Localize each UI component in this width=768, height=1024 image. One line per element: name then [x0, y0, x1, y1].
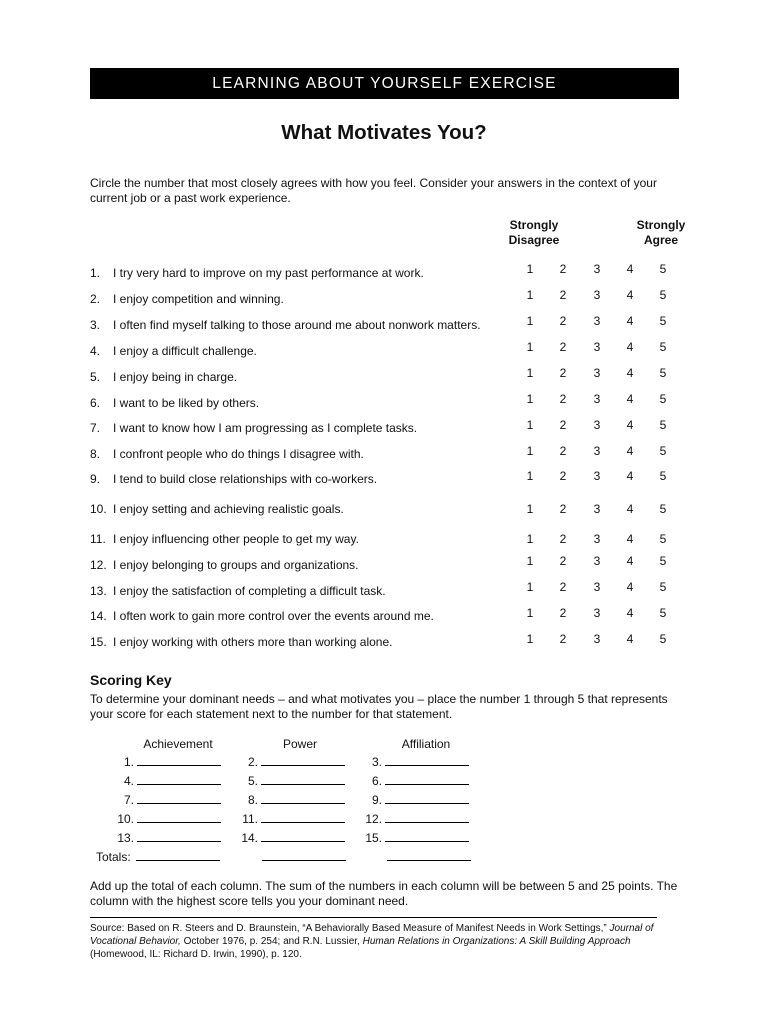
scale-right-label: Strongly Agree — [636, 218, 686, 247]
score-blank[interactable] — [261, 774, 345, 785]
rating-option[interactable]: 4 — [626, 444, 634, 458]
question-text: I often find myself talking to those around me about nonwork matters. — [113, 318, 481, 332]
score-item-number: 10. — [117, 812, 134, 826]
rating-option[interactable]: 1 — [526, 580, 534, 594]
question-row — [90, 444, 690, 463]
rating-option[interactable]: 2 — [559, 314, 567, 328]
rating-option[interactable]: 4 — [626, 469, 634, 483]
score-entry — [96, 831, 221, 845]
question-row — [90, 554, 690, 574]
question-row — [90, 366, 690, 386]
rating-option[interactable]: 1 — [526, 632, 534, 646]
rating-option[interactable]: 3 — [593, 632, 601, 646]
exercise-banner: LEARNING ABOUT YOURSELF EXERCISE — [90, 68, 679, 99]
score-item-number: 11. — [242, 812, 258, 826]
total-blank-achievement[interactable] — [136, 850, 220, 864]
question-text: I enjoy competition and winning. — [113, 292, 284, 306]
totals-label: Totals: — [96, 850, 131, 864]
question-text: I want to know how I am progressing as I complete tasks. — [113, 421, 418, 435]
question-number: 5. — [90, 370, 101, 384]
rating-option[interactable]: 3 — [593, 469, 601, 483]
rating-option[interactable]: 3 — [593, 532, 601, 546]
rating-option[interactable]: 4 — [626, 632, 634, 646]
score-item-number: 13. — [117, 831, 134, 845]
rating-option[interactable]: 5 — [659, 580, 667, 594]
rating-option[interactable]: 5 — [659, 288, 667, 302]
score-blank[interactable] — [385, 755, 469, 766]
rating-option[interactable]: 4 — [626, 580, 634, 594]
rating-option[interactable]: 2 — [559, 469, 567, 483]
rating-option[interactable]: 4 — [626, 288, 634, 302]
rating-option[interactable]: 5 — [659, 469, 667, 483]
rating-option[interactable]: 2 — [559, 580, 567, 594]
rating-option[interactable]: 5 — [659, 262, 667, 276]
rating-option[interactable]: 4 — [626, 340, 634, 354]
score-entry — [96, 812, 221, 826]
question-number: 1. — [90, 266, 101, 280]
score-blank[interactable] — [137, 831, 221, 842]
scale-left-label: Strongly Disagree — [508, 218, 560, 247]
score-blank[interactable] — [137, 812, 221, 823]
rating-option[interactable]: 4 — [626, 262, 634, 276]
question-number: 10. — [90, 502, 107, 516]
rating-option[interactable]: 5 — [659, 314, 667, 328]
question-row — [90, 340, 690, 360]
question-text: I enjoy influencing other people to get my way. — [113, 532, 359, 546]
score-entry — [344, 831, 469, 845]
score-entry — [344, 812, 469, 826]
question-text: I enjoy working with others more than working alone. — [113, 635, 393, 649]
rating-option[interactable]: 2 — [559, 366, 567, 380]
score-entry — [220, 774, 345, 788]
rating-option[interactable]: 4 — [626, 366, 634, 380]
question-text: I try very hard to improve on my past performance at work. — [113, 266, 424, 280]
score-entry — [220, 755, 345, 769]
rating-option[interactable]: 2 — [559, 288, 567, 302]
rating-option[interactable]: 1 — [526, 418, 534, 432]
score-blank[interactable] — [385, 812, 469, 823]
question-text: I enjoy being in charge. — [113, 370, 238, 384]
column-header-power: Power — [282, 737, 317, 751]
rating-option[interactable]: 3 — [593, 288, 601, 302]
score-entry — [96, 755, 221, 769]
rating-option[interactable]: 4 — [626, 532, 634, 546]
rating-option[interactable]: 1 — [526, 340, 534, 354]
score-item-number: 9. — [371, 793, 382, 807]
question-number: 3. — [90, 318, 101, 332]
question-text: I confront people who do things I disagree with. — [113, 447, 364, 461]
rating-option[interactable]: 5 — [659, 340, 667, 354]
rating-option[interactable]: 2 — [559, 444, 567, 458]
rating-option[interactable]: 5 — [659, 392, 667, 406]
score-entry — [220, 812, 345, 826]
question-text: I enjoy belonging to groups and organizations. — [113, 558, 359, 572]
rating-option[interactable]: 5 — [659, 632, 667, 646]
rating-option[interactable]: 1 — [526, 392, 534, 406]
rating-option[interactable]: 5 — [659, 532, 667, 546]
rating-option[interactable]: 4 — [626, 418, 634, 432]
rating-option[interactable]: 1 — [526, 288, 534, 302]
score-blank[interactable] — [261, 831, 345, 842]
score-blank[interactable] — [261, 793, 345, 804]
rating-option[interactable]: 5 — [659, 418, 667, 432]
rating-option[interactable]: 4 — [626, 606, 634, 620]
rating-option[interactable]: 3 — [593, 606, 601, 620]
question-number: 9. — [90, 472, 101, 486]
score-blank[interactable] — [137, 793, 221, 804]
rating-option[interactable]: 2 — [559, 554, 567, 568]
question-row — [90, 632, 690, 651]
rating-option[interactable]: 5 — [659, 502, 667, 516]
score-item-number: 1. — [123, 755, 134, 769]
rating-option[interactable]: 2 — [559, 340, 567, 354]
rating-option[interactable]: 2 — [559, 392, 567, 406]
rating-option[interactable]: 5 — [659, 554, 667, 568]
question-row — [90, 469, 690, 488]
question-text: I enjoy setting and achieving realistic goals. — [113, 502, 344, 516]
question-text: I tend to build close relationships with co-workers. — [113, 472, 378, 486]
column-header-achievement: Achievement — [143, 737, 213, 751]
score-entry — [220, 831, 345, 845]
score-blank[interactable] — [137, 755, 221, 766]
question-row — [90, 392, 690, 412]
rating-option[interactable]: 1 — [526, 469, 534, 483]
question-number: 11. — [90, 532, 106, 546]
score-entry — [344, 755, 469, 769]
question-text: I often work to gain more control over the events around me. — [113, 609, 434, 623]
score-item-number: 15. — [365, 831, 382, 845]
rating-option[interactable]: 1 — [526, 262, 534, 276]
score-item-number: 4. — [123, 774, 134, 788]
question-row — [90, 288, 690, 308]
score-blank[interactable] — [385, 831, 469, 842]
rating-option[interactable]: 1 — [526, 444, 534, 458]
score-item-number: 14. — [241, 831, 258, 845]
score-blank[interactable] — [137, 774, 221, 785]
divider — [90, 917, 657, 918]
rating-option[interactable]: 3 — [593, 262, 601, 276]
score-item-number: 6. — [371, 774, 382, 788]
rating-option[interactable]: 2 — [559, 262, 567, 276]
rating-option[interactable]: 1 — [526, 502, 534, 516]
score-blank[interactable] — [385, 774, 469, 785]
total-blank-power[interactable] — [262, 850, 346, 864]
question-text: I want to be liked by others. — [113, 396, 260, 410]
question-row — [90, 418, 690, 437]
rating-option[interactable]: 3 — [593, 580, 601, 594]
scoring-key-title: Scoring Key — [90, 672, 172, 688]
rating-option[interactable]: 4 — [626, 502, 634, 516]
rating-option[interactable]: 3 — [593, 340, 601, 354]
score-item-number: 5. — [247, 774, 258, 788]
question-number: 6. — [90, 396, 101, 410]
rating-option[interactable]: 3 — [593, 502, 601, 516]
rating-option[interactable]: 1 — [526, 606, 534, 620]
score-item-number: 2. — [247, 755, 258, 769]
question-row — [90, 532, 690, 548]
score-item-number: 12. — [365, 812, 382, 826]
question-text: I enjoy a difficult challenge. — [113, 344, 257, 358]
question-row — [90, 262, 690, 282]
rating-option[interactable]: 3 — [593, 444, 601, 458]
score-blank[interactable] — [261, 812, 345, 823]
rating-option[interactable]: 1 — [526, 532, 534, 546]
rating-option[interactable]: 2 — [559, 502, 567, 516]
score-entry — [96, 793, 221, 807]
rating-option[interactable]: 5 — [659, 606, 667, 620]
rating-option[interactable]: 3 — [593, 418, 601, 432]
question-row — [90, 606, 690, 625]
rating-option[interactable]: 5 — [659, 444, 667, 458]
question-number: 7. — [90, 421, 101, 435]
rating-option[interactable]: 3 — [593, 314, 601, 328]
question-number: 12. — [90, 558, 107, 572]
score-item-number: 3. — [371, 755, 382, 769]
question-number: 14. — [90, 609, 107, 623]
rating-option[interactable]: 5 — [659, 366, 667, 380]
score-entry — [344, 774, 469, 788]
score-item-number: 7. — [123, 793, 134, 807]
rating-option[interactable]: 4 — [626, 314, 634, 328]
rating-option[interactable]: 4 — [626, 392, 634, 406]
source-citation: Source: Based on R. Steers and D. Braunstein, “A Behaviorally Based Measure of Manifest Needs in Work Settings,” Journal of Vocational Behavior, October 1976, p. 254; and R.N. Lussier, Human Relations in Organizations: A Skill Building Approach (Homewood, IL: Richard D. Irwin, 1990), p. 120. — [90, 923, 654, 960]
question-number: 2. — [90, 292, 101, 306]
rating-option[interactable]: 1 — [526, 366, 534, 380]
rating-option[interactable]: 4 — [626, 554, 634, 568]
rating-option[interactable]: 3 — [593, 366, 601, 380]
scoring-summary: Add up the total of each column. The sum of the numbers in each column will be between 5 and 25 points. The column with the highest score tells you your dominant need. — [90, 879, 678, 908]
rating-option[interactable]: 3 — [593, 392, 601, 406]
question-number: 13. — [90, 584, 107, 598]
score-blank[interactable] — [385, 793, 469, 804]
score-blank[interactable] — [261, 755, 345, 766]
instructions: Circle the number that most closely agrees with how you feel. Consider your answers in the context of your current job or a past work experience. — [90, 176, 657, 205]
score-item-number: 8. — [247, 793, 258, 807]
rating-option[interactable]: 2 — [559, 418, 567, 432]
rating-option[interactable]: 2 — [559, 606, 567, 620]
question-row — [90, 580, 690, 600]
scoring-key-instructions: To determine your dominant needs – and what motivates you – place the number 1 through 5 that represents your score for each statement next to the number for that statement. — [90, 692, 668, 721]
question-number: 8. — [90, 447, 101, 461]
score-entry — [344, 793, 469, 807]
rating-option[interactable]: 3 — [593, 554, 601, 568]
total-blank-affiliation[interactable] — [387, 850, 471, 864]
question-number: 4. — [90, 344, 101, 358]
column-header-affiliation: Affiliation — [401, 737, 451, 751]
score-entry — [220, 793, 345, 807]
question-text: I enjoy the satisfaction of completing a difficult task. — [113, 584, 386, 598]
score-entry — [96, 774, 221, 788]
rating-option[interactable]: 2 — [559, 532, 567, 546]
rating-option[interactable]: 2 — [559, 632, 567, 646]
question-row — [90, 314, 690, 334]
page-title: What Motivates You? — [281, 121, 487, 144]
question-row — [90, 502, 690, 518]
question-number: 15. — [90, 635, 107, 649]
rating-option[interactable]: 1 — [526, 554, 534, 568]
rating-option[interactable]: 1 — [526, 314, 534, 328]
